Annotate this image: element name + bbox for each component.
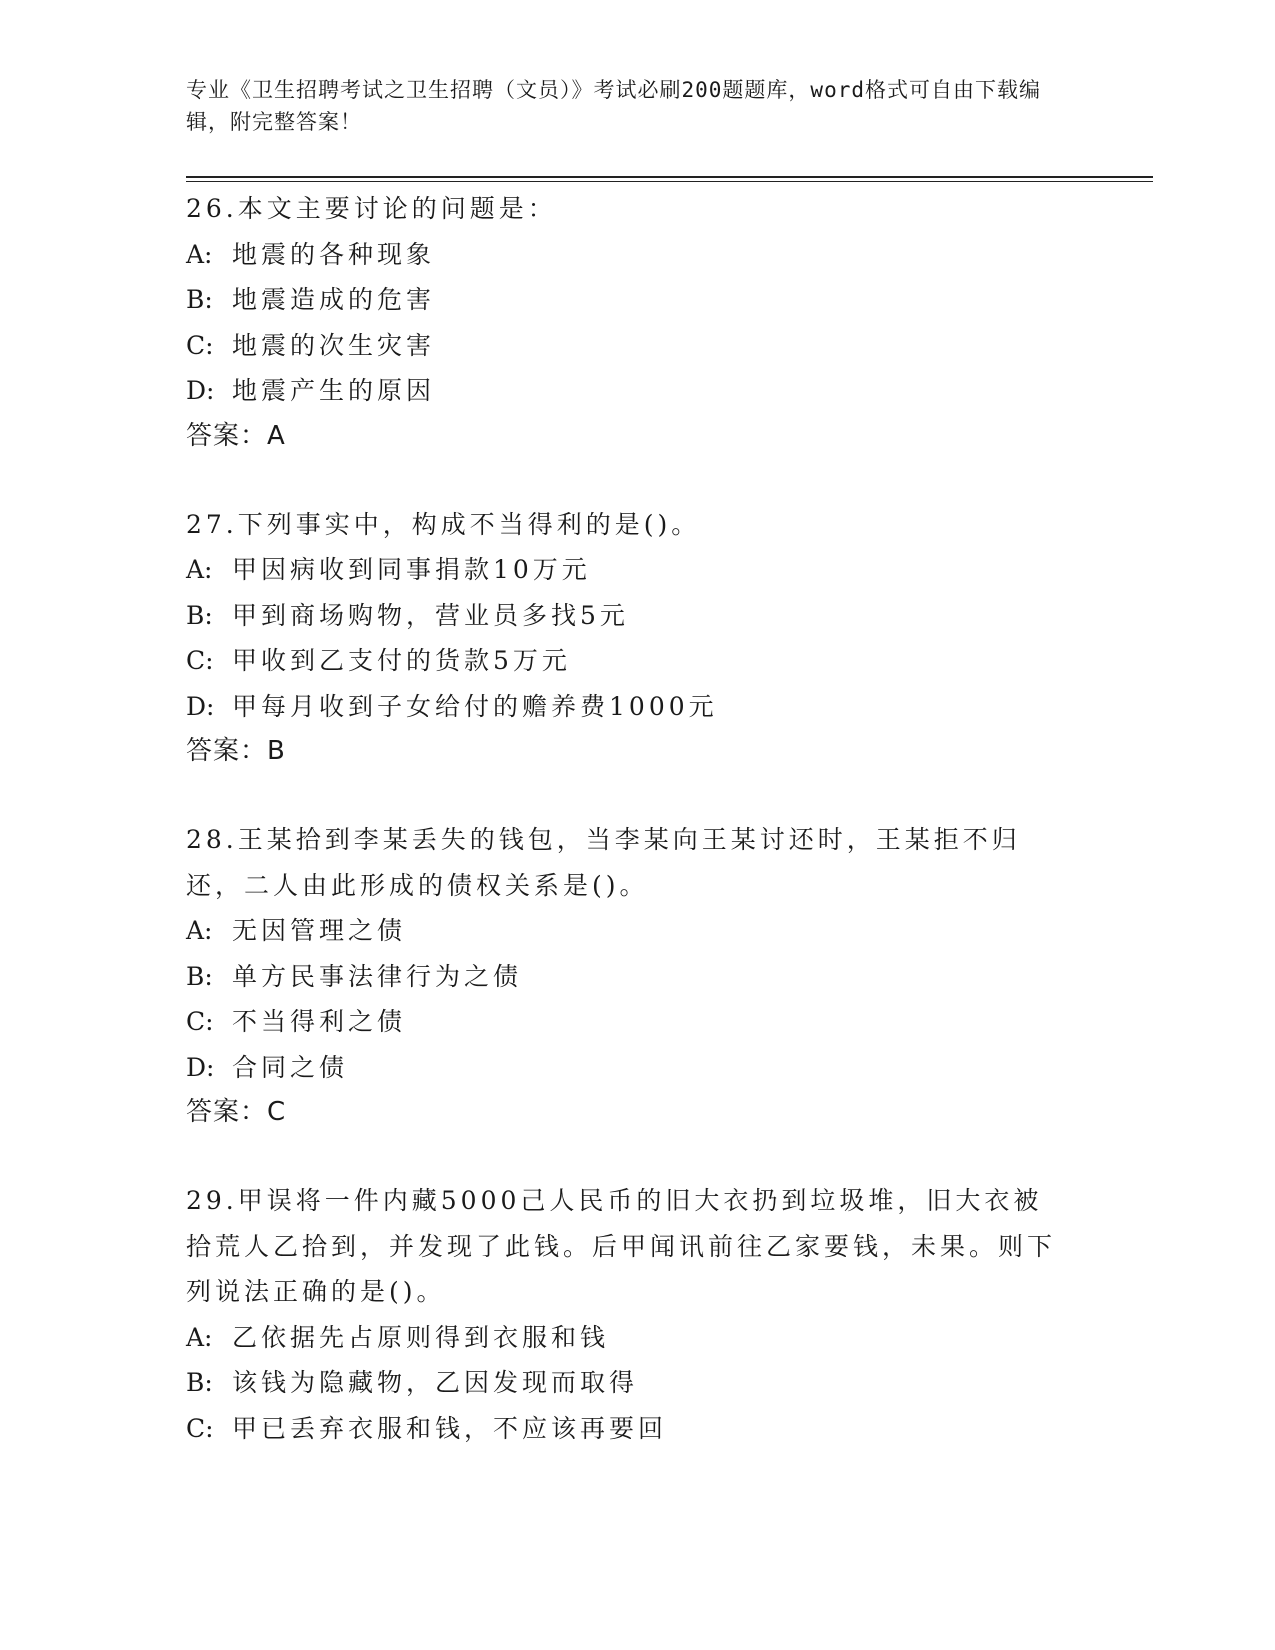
option-a: [186, 908, 1066, 954]
question-28: [186, 817, 1066, 1134]
option-d: [186, 368, 1066, 414]
question-stem: 29.甲误将一件内藏5000己人民币的旧大衣扔到垃圾堆，旧大衣被拾荒人乙拾到，并发现了此钱。后甲闻讯前往乙家要钱，未果。则下列说法正确的是()。: [186, 1186, 1057, 1306]
option-a: [186, 547, 1066, 593]
option-key: D:: [186, 691, 215, 721]
option-text: 不当得利之债: [232, 1007, 407, 1036]
option-text: 地震的次生灾害: [232, 330, 436, 360]
option-b: [186, 954, 1066, 1000]
option-key: A:: [186, 1322, 213, 1352]
option-key: B:: [186, 285, 213, 314]
option-d: [186, 684, 1066, 730]
option-text: 乙依据先占原则得到衣服和钱: [232, 1322, 610, 1352]
option-key: C:: [186, 1007, 214, 1036]
question-stem: 27.下列事实中，构成不当得利的是()。: [186, 509, 701, 539]
option-key: B:: [186, 1368, 213, 1397]
option-key: B:: [186, 600, 213, 630]
option-text: 甲已丢弃衣服和钱，不应该再要回: [232, 1413, 668, 1443]
option-c: [186, 638, 1066, 684]
option-text: 甲每月收到子女给付的赡养费1000元: [232, 691, 718, 721]
option-d: [186, 1045, 1066, 1091]
document-header: 专业《卫生招聘考试之卫生招聘（文员）》考试必刷200题题库，word格式可自由下载编辑，附完整答案！: [186, 78, 1041, 134]
option-a: [186, 1315, 1066, 1361]
option-text: 该钱为隐藏物，乙因发现而取得: [232, 1368, 639, 1397]
answer-label: 答案：B: [186, 736, 286, 766]
option-c: [186, 323, 1066, 369]
option-b: [186, 1360, 1066, 1406]
option-key: D:: [186, 1052, 215, 1082]
option-key: A:: [186, 916, 213, 945]
option-key: C:: [186, 330, 214, 360]
option-text: 单方民事法律行为之债: [232, 961, 523, 991]
option-text: 无因管理之债: [232, 916, 407, 945]
option-c: [186, 1406, 1066, 1452]
option-text: 合同之债: [232, 1052, 349, 1082]
answer-label: 答案：C: [186, 1097, 287, 1127]
option-text: 地震产生的原因: [232, 376, 436, 405]
option-c: [186, 999, 1066, 1045]
option-text: 甲收到乙支付的货款5万元: [232, 646, 571, 675]
answer-label: 答案：A: [186, 420, 286, 451]
option-text: 地震的各种现象: [232, 239, 436, 269]
option-key: A:: [186, 239, 213, 269]
option-text: 地震造成的危害: [232, 285, 436, 314]
option-b: [186, 277, 1066, 323]
question-26: [186, 186, 1066, 458]
question-stem: 26.本文主要讨论的问题是：: [186, 194, 557, 223]
option-key: B:: [186, 961, 213, 991]
option-text: 甲到商场购物，营业员多找5元: [232, 600, 629, 630]
question-list: [186, 186, 1066, 1495]
option-text: 甲因病收到同事捐款10万元: [232, 555, 591, 584]
option-key: C:: [186, 646, 214, 675]
question-stem: 28.王某拾到李某丢失的钱包，当李某向王某讨还时，王某拒不归还，二人由此形成的债权关系是()。: [186, 825, 1021, 900]
option-key: A:: [186, 555, 213, 584]
question-29: [186, 1178, 1066, 1451]
question-27: [186, 502, 1066, 774]
option-a: [186, 232, 1066, 278]
header-divider-thin: [186, 181, 1153, 182]
option-key: D:: [186, 376, 215, 405]
option-key: C:: [186, 1413, 214, 1443]
option-b: [186, 593, 1066, 639]
header-divider-thick: [186, 176, 1153, 178]
